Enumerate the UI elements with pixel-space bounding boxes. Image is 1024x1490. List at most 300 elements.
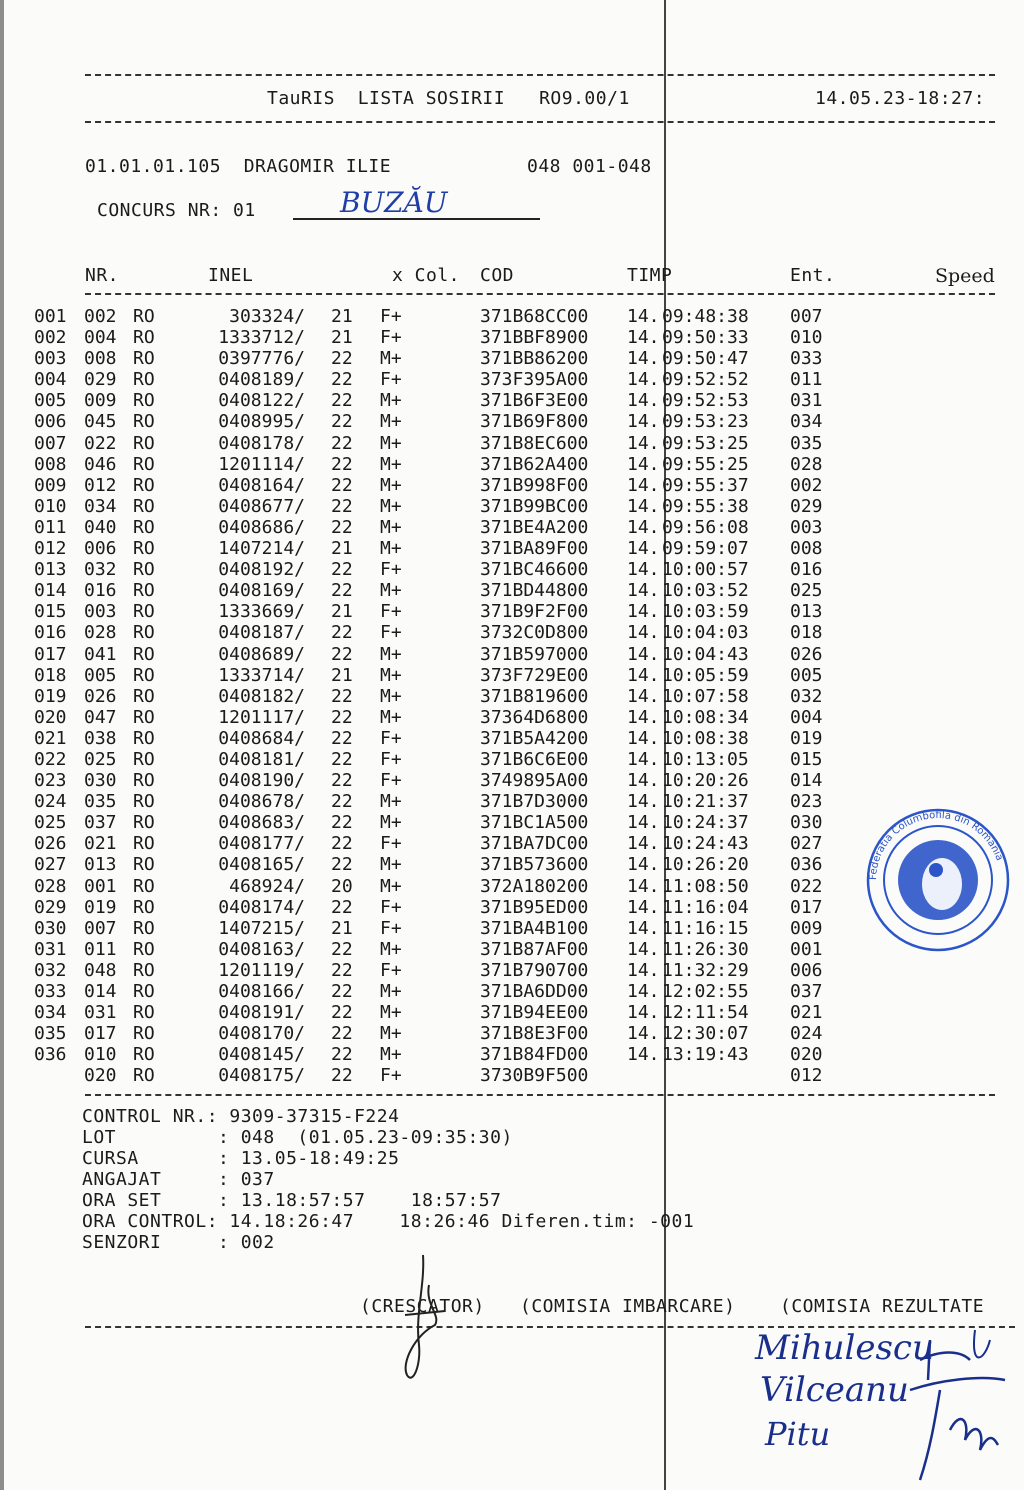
cell-time: 09:53:25	[662, 432, 749, 454]
cell-sex: F+	[380, 748, 402, 770]
cell-nr: 030	[84, 770, 117, 792]
cell-cod: 371B5A4200	[480, 727, 589, 749]
cell-pos: 023	[34, 770, 67, 792]
cell-time: 10:20:26	[662, 770, 749, 792]
cell-ctry: RO	[133, 981, 155, 1002]
cell-pos: 025	[34, 812, 67, 834]
col-header-nr: NR.	[85, 265, 120, 286]
table-row	[0, 580, 1024, 601]
table-row	[0, 665, 1024, 686]
table-row	[0, 1002, 1024, 1023]
columns-rule	[85, 293, 995, 295]
cell-ent: 017	[790, 896, 823, 918]
cell-cod: 3730B9F500	[480, 1065, 589, 1087]
cell-day: 14.	[627, 559, 660, 581]
cell-day: 14.	[627, 896, 660, 918]
cell-pos: 003	[34, 348, 67, 370]
cell-inel: 0408175/	[218, 1065, 305, 1087]
cell-nr: 017	[84, 1023, 117, 1045]
cell-cod: 373F395A00	[480, 369, 589, 391]
cell-sex: F+	[380, 833, 402, 855]
cell-ctry: RO	[133, 643, 155, 665]
cell-nr: 040	[84, 516, 117, 538]
cell-nr: 021	[84, 833, 117, 855]
cell-pos: 026	[34, 833, 67, 855]
cell-inel: 0408684/	[218, 727, 305, 749]
cell-inel: 0408166/	[218, 981, 305, 1002]
cell-yr: 22	[331, 643, 353, 665]
cell-sex: M+	[380, 1023, 402, 1045]
table-row	[0, 454, 1024, 475]
owner-line: 01.01.01.105 DRAGOMIR ILIE	[85, 156, 392, 177]
cell-day: 14.	[627, 917, 660, 939]
cell-yr: 22	[331, 474, 353, 496]
cell-time: 09:50:33	[662, 327, 749, 349]
cell-inel: 0408995/	[218, 411, 305, 433]
cell-cod: 371BA6DD00	[480, 981, 589, 1002]
cell-yr: 20	[331, 875, 353, 897]
cell-sex: M+	[380, 1002, 402, 1024]
cell-time: 11:16:04	[662, 896, 749, 918]
cell-pos: 021	[34, 727, 67, 749]
cell-ctry: RO	[133, 622, 155, 644]
cell-time: 09:59:07	[662, 538, 749, 560]
cell-inel: 0408677/	[218, 495, 305, 517]
cell-nr: 020	[84, 1065, 117, 1087]
cell-pos: 034	[34, 1002, 67, 1024]
cell-nr: 009	[84, 390, 117, 412]
cell-time: 12:11:54	[662, 1002, 749, 1024]
cell-yr: 22	[331, 1002, 353, 1024]
cell-ent: 003	[790, 516, 823, 538]
cell-yr: 22	[331, 369, 353, 391]
cell-inel: 0408686/	[218, 516, 305, 538]
cell-inel: 1333712/	[218, 327, 305, 349]
cell-ctry: RO	[133, 327, 155, 349]
cell-ent: 027	[790, 833, 823, 855]
cell-day: 14.	[627, 685, 660, 707]
cell-ent: 026	[790, 643, 823, 665]
cell-cod: 371B84FD00	[480, 1044, 589, 1066]
cell-sex: M+	[380, 685, 402, 707]
cell-sex: F+	[380, 327, 402, 349]
cell-ent: 021	[790, 1002, 823, 1024]
table-row	[0, 728, 1024, 749]
cell-sex: F+	[380, 896, 402, 918]
cell-yr: 22	[331, 348, 353, 370]
cell-nr: 007	[84, 917, 117, 939]
rezultate-signature	[900, 1320, 1015, 1485]
cell-cod: 371B9F2F00	[480, 601, 589, 623]
cell-yr: 22	[331, 1044, 353, 1066]
cell-ent: 004	[790, 706, 823, 728]
cell-time: 10:03:52	[662, 580, 749, 602]
cell-nr: 014	[84, 981, 117, 1002]
cell-inel: 1333714/	[218, 664, 305, 686]
col-header-timp: TIMP	[627, 265, 673, 286]
cell-pos: 005	[34, 390, 67, 412]
cell-pos: 035	[34, 1023, 67, 1045]
cell-ent: 035	[790, 432, 823, 454]
cell-cod: 37364D6800	[480, 706, 589, 728]
cell-nr: 026	[84, 685, 117, 707]
cell-yr: 22	[331, 727, 353, 749]
federation-stamp	[862, 808, 1014, 953]
cell-yr: 22	[331, 833, 353, 855]
cell-cod: 371BD44800	[480, 580, 589, 602]
cell-day: 14.	[627, 474, 660, 496]
cell-pos: 009	[34, 474, 67, 496]
cell-inel: 0397776/	[218, 348, 305, 370]
table-row	[0, 559, 1024, 580]
cell-pos: 010	[34, 495, 67, 517]
cell-time: 09:52:53	[662, 390, 749, 412]
table-row	[0, 348, 1024, 369]
cell-yr: 21	[331, 601, 353, 623]
cell-nr: 002	[84, 306, 117, 327]
col-header-ent: Ent.	[790, 265, 836, 286]
table-row	[0, 644, 1024, 665]
cell-pos: 007	[34, 432, 67, 454]
cell-sex: M+	[380, 981, 402, 1002]
cell-cod: 371B68CC00	[480, 306, 589, 327]
cell-sex: M+	[380, 791, 402, 813]
cell-ent: 024	[790, 1023, 823, 1045]
cell-sex: M+	[380, 854, 402, 876]
cell-ctry: RO	[133, 833, 155, 855]
cell-sex: F+	[380, 622, 402, 644]
cell-pos: 001	[34, 306, 67, 327]
cell-pos: 029	[34, 896, 67, 918]
cell-ent: 018	[790, 622, 823, 644]
cell-cod: 371B99BC00	[480, 495, 589, 517]
cell-sex: M+	[380, 664, 402, 686]
cell-ent: 016	[790, 559, 823, 581]
cell-sex: F+	[380, 917, 402, 939]
cell-yr: 22	[331, 748, 353, 770]
cell-day: 14.	[627, 390, 660, 412]
cell-ctry: RO	[133, 791, 155, 813]
table-row	[0, 433, 1024, 454]
ora-control-line: ORA CONTROL: 14.18:26:47 18:26:46 Diferen.tim: -001	[82, 1211, 695, 1232]
cell-nr: 005	[84, 664, 117, 686]
cell-cod: 371BC46600	[480, 559, 589, 581]
cell-ctry: RO	[133, 770, 155, 792]
cell-sex: M+	[380, 1044, 402, 1066]
cell-ctry: RO	[133, 306, 155, 327]
cell-cod: 372A180200	[480, 875, 589, 897]
cell-nr: 010	[84, 1044, 117, 1066]
cell-day: 14.	[627, 727, 660, 749]
cell-yr: 22	[331, 685, 353, 707]
cell-yr: 22	[331, 559, 353, 581]
cell-inel: 0408145/	[218, 1044, 305, 1066]
cell-ent: 013	[790, 601, 823, 623]
cell-yr: 21	[331, 917, 353, 939]
cell-inel: 1201119/	[218, 959, 305, 981]
table-row	[0, 622, 1024, 643]
cell-time: 10:07:58	[662, 685, 749, 707]
cell-day: 14.	[627, 622, 660, 644]
cell-inel: 0408164/	[218, 474, 305, 496]
cell-ent: 012	[790, 1065, 823, 1087]
cell-nr: 047	[84, 706, 117, 728]
ora-set-line: ORA SET : 13.18:57:57 18:57:57	[82, 1190, 502, 1211]
cell-day: 14.	[627, 833, 660, 855]
cell-ctry: RO	[133, 812, 155, 834]
cell-day: 14.	[627, 643, 660, 665]
cell-cod: 371B94EE00	[480, 1002, 589, 1024]
commission-signatures	[700, 1320, 1020, 1490]
cell-pos: 027	[34, 854, 67, 876]
cell-ent: 010	[790, 327, 823, 349]
cell-day: 14.	[627, 706, 660, 728]
cell-pos: 019	[34, 685, 67, 707]
cell-inel: 0408181/	[218, 748, 305, 770]
cell-cod: 373F729E00	[480, 664, 589, 686]
cell-inel: 0408122/	[218, 390, 305, 412]
cursa-line: CURSA : 13.05-18:49:25	[82, 1148, 400, 1169]
cell-cod: 371B790700	[480, 959, 589, 981]
cell-time: 09:55:37	[662, 474, 749, 496]
cell-inel: 1201117/	[218, 706, 305, 728]
table-row	[0, 517, 1024, 538]
cell-nr: 037	[84, 812, 117, 834]
cell-sex: M+	[380, 474, 402, 496]
cell-ctry: RO	[133, 706, 155, 728]
cell-time: 10:03:59	[662, 601, 749, 623]
sig-label-comisia-rezultate: (COMISIA REZULTATE	[780, 1296, 985, 1317]
cell-ctry: RO	[133, 453, 155, 475]
cell-sex: M+	[380, 643, 402, 665]
cell-sex: M+	[380, 875, 402, 897]
cell-inel: 1333669/	[218, 601, 305, 623]
cell-yr: 22	[331, 516, 353, 538]
cell-yr: 22	[331, 495, 353, 517]
cell-time: 09:55:38	[662, 495, 749, 517]
cell-yr: 21	[331, 306, 353, 327]
cell-ent: 005	[790, 664, 823, 686]
cell-ctry: RO	[133, 1023, 155, 1045]
cell-inel: 0408169/	[218, 580, 305, 602]
cell-yr: 22	[331, 453, 353, 475]
col-header-xcol: x Col.	[392, 265, 461, 286]
cell-inel: 0408182/	[218, 685, 305, 707]
cell-time: 11:16:15	[662, 917, 749, 939]
header-rule-bottom	[85, 121, 995, 123]
table-row	[0, 369, 1024, 390]
cell-cod: 371BE4A200	[480, 516, 589, 538]
cell-pos: 015	[34, 601, 67, 623]
cell-day: 14.	[627, 791, 660, 813]
cell-nr: 031	[84, 1002, 117, 1024]
cell-day: 14.	[627, 327, 660, 349]
cell-inel: 0408178/	[218, 432, 305, 454]
cell-day: 14.	[627, 1023, 660, 1045]
cell-sex: M+	[380, 538, 402, 560]
cell-ent: 006	[790, 959, 823, 981]
cell-day: 14.	[627, 453, 660, 475]
cell-ctry: RO	[133, 1065, 155, 1087]
cell-cod: 371B8EC600	[480, 432, 589, 454]
cell-cod: 371B6C6E00	[480, 748, 589, 770]
cell-ctry: RO	[133, 875, 155, 897]
cell-ent: 037	[790, 981, 823, 1002]
cell-ctry: RO	[133, 559, 155, 581]
cell-time: 09:52:52	[662, 369, 749, 391]
cell-time: 09:50:47	[662, 348, 749, 370]
concurs-underline	[293, 218, 540, 220]
cell-inel: 1407215/	[218, 917, 305, 939]
cell-time: 10:13:05	[662, 748, 749, 770]
cell-inel: 0408189/	[218, 369, 305, 391]
cell-cod: 371BA4B100	[480, 917, 589, 939]
cell-nr: 029	[84, 369, 117, 391]
cell-pos: 030	[34, 917, 67, 939]
cell-time: 13:19:43	[662, 1044, 749, 1066]
cell-yr: 22	[331, 706, 353, 728]
cell-sex: F+	[380, 770, 402, 792]
cell-nr: 034	[84, 495, 117, 517]
cell-day: 14.	[627, 812, 660, 834]
cell-nr: 041	[84, 643, 117, 665]
cell-cod: 371B6F3E00	[480, 390, 589, 412]
cell-pos: 020	[34, 706, 67, 728]
cell-yr: 22	[331, 812, 353, 834]
cell-sex: M+	[380, 411, 402, 433]
cell-inel: 0408683/	[218, 812, 305, 834]
table-row	[0, 981, 1024, 1002]
cell-day: 14.	[627, 875, 660, 897]
cell-ent: 023	[790, 791, 823, 813]
cell-time: 10:26:20	[662, 854, 749, 876]
cell-inel: 0408165/	[218, 854, 305, 876]
cell-nr: 045	[84, 411, 117, 433]
cell-ent: 022	[790, 875, 823, 897]
table-row	[0, 411, 1024, 432]
cell-sex: F+	[380, 306, 402, 327]
cell-time: 11:26:30	[662, 938, 749, 960]
cell-sex: F+	[380, 369, 402, 391]
table-row	[0, 707, 1024, 728]
cell-ent: 001	[790, 938, 823, 960]
cell-nr: 028	[84, 622, 117, 644]
handwritten-name-3: Pitu	[765, 1415, 831, 1453]
cell-time: 11:32:29	[662, 959, 749, 981]
cell-inel: 1201114/	[218, 453, 305, 475]
cell-time: 10:24:43	[662, 833, 749, 855]
cell-pos: 016	[34, 622, 67, 644]
cell-pos: 002	[34, 327, 67, 349]
cell-ent: 020	[790, 1044, 823, 1066]
cell-nr: 048	[84, 959, 117, 981]
cell-yr: 22	[331, 791, 353, 813]
cell-cod: 371BB86200	[480, 348, 589, 370]
cell-cod: 371B8E3F00	[480, 1023, 589, 1045]
cell-sex: F+	[380, 601, 402, 623]
cell-day: 14.	[627, 854, 660, 876]
cell-day: 14.	[627, 770, 660, 792]
cell-time: 11:08:50	[662, 875, 749, 897]
cell-day: 14.	[627, 432, 660, 454]
cell-yr: 22	[331, 854, 353, 876]
sig-label-comisia-imbarcare: (COMISIA IMBARCARE)	[520, 1296, 736, 1317]
cell-ent: 034	[790, 411, 823, 433]
cell-day: 14.	[627, 516, 660, 538]
code-range: 048 001-048	[527, 156, 652, 177]
cell-ctry: RO	[133, 580, 155, 602]
cell-ctry: RO	[133, 917, 155, 939]
arrival-table	[0, 306, 1024, 1086]
cell-ent: 014	[790, 770, 823, 792]
cell-cod: 371BC1A500	[480, 812, 589, 834]
cell-nr: 038	[84, 727, 117, 749]
cell-inel: 0408174/	[218, 896, 305, 918]
cell-day: 14.	[627, 601, 660, 623]
cell-ctry: RO	[133, 348, 155, 370]
cell-time: 09:53:23	[662, 411, 749, 433]
cell-time: 10:04:03	[662, 622, 749, 644]
cell-inel: 0408678/	[218, 791, 305, 813]
cell-ctry: RO	[133, 938, 155, 960]
cell-ctry: RO	[133, 727, 155, 749]
cell-ctry: RO	[133, 390, 155, 412]
table-row	[0, 749, 1024, 770]
cell-time: 09:55:25	[662, 453, 749, 475]
table-row	[0, 538, 1024, 559]
cell-sex: M+	[380, 453, 402, 475]
cell-ctry: RO	[133, 369, 155, 391]
cell-yr: 22	[331, 959, 353, 981]
cell-cod: 371B95ED00	[480, 896, 589, 918]
cell-pos: 033	[34, 981, 67, 1002]
cell-ctry: RO	[133, 516, 155, 538]
cell-cod: 371B87AF00	[480, 938, 589, 960]
cell-yr: 21	[331, 538, 353, 560]
cell-nr: 004	[84, 327, 117, 349]
cell-ent: 030	[790, 812, 823, 834]
cell-ctry: RO	[133, 959, 155, 981]
cell-sex: M+	[380, 812, 402, 834]
cell-time: 10:08:38	[662, 727, 749, 749]
cell-nr: 032	[84, 559, 117, 581]
cell-day: 14.	[627, 495, 660, 517]
cell-cod: 371BA7DC00	[480, 833, 589, 855]
cell-ent: 015	[790, 748, 823, 770]
cell-yr: 22	[331, 896, 353, 918]
footer-rule	[85, 1094, 995, 1096]
cell-inel: 0408177/	[218, 833, 305, 855]
cell-nr: 003	[84, 601, 117, 623]
cell-cod: 371B998F00	[480, 474, 589, 496]
cell-pos: 031	[34, 938, 67, 960]
cell-day: 14.	[627, 580, 660, 602]
cell-ctry: RO	[133, 538, 155, 560]
cell-nr: 019	[84, 896, 117, 918]
cell-day: 14.	[627, 411, 660, 433]
cell-ent: 025	[790, 580, 823, 602]
cell-pos: 028	[34, 875, 67, 897]
cell-ent: 032	[790, 685, 823, 707]
handwritten-name-2: Vilceanu	[760, 1370, 909, 1410]
cell-pos: 032	[34, 959, 67, 981]
cell-sex: F+	[380, 559, 402, 581]
concurs-place-handwritten: BUZĂU	[340, 186, 448, 219]
cell-pos: 036	[34, 1044, 67, 1066]
cell-inel: 0408170/	[218, 1023, 305, 1045]
cell-inel: 0408190/	[218, 770, 305, 792]
cell-ctry: RO	[133, 854, 155, 876]
